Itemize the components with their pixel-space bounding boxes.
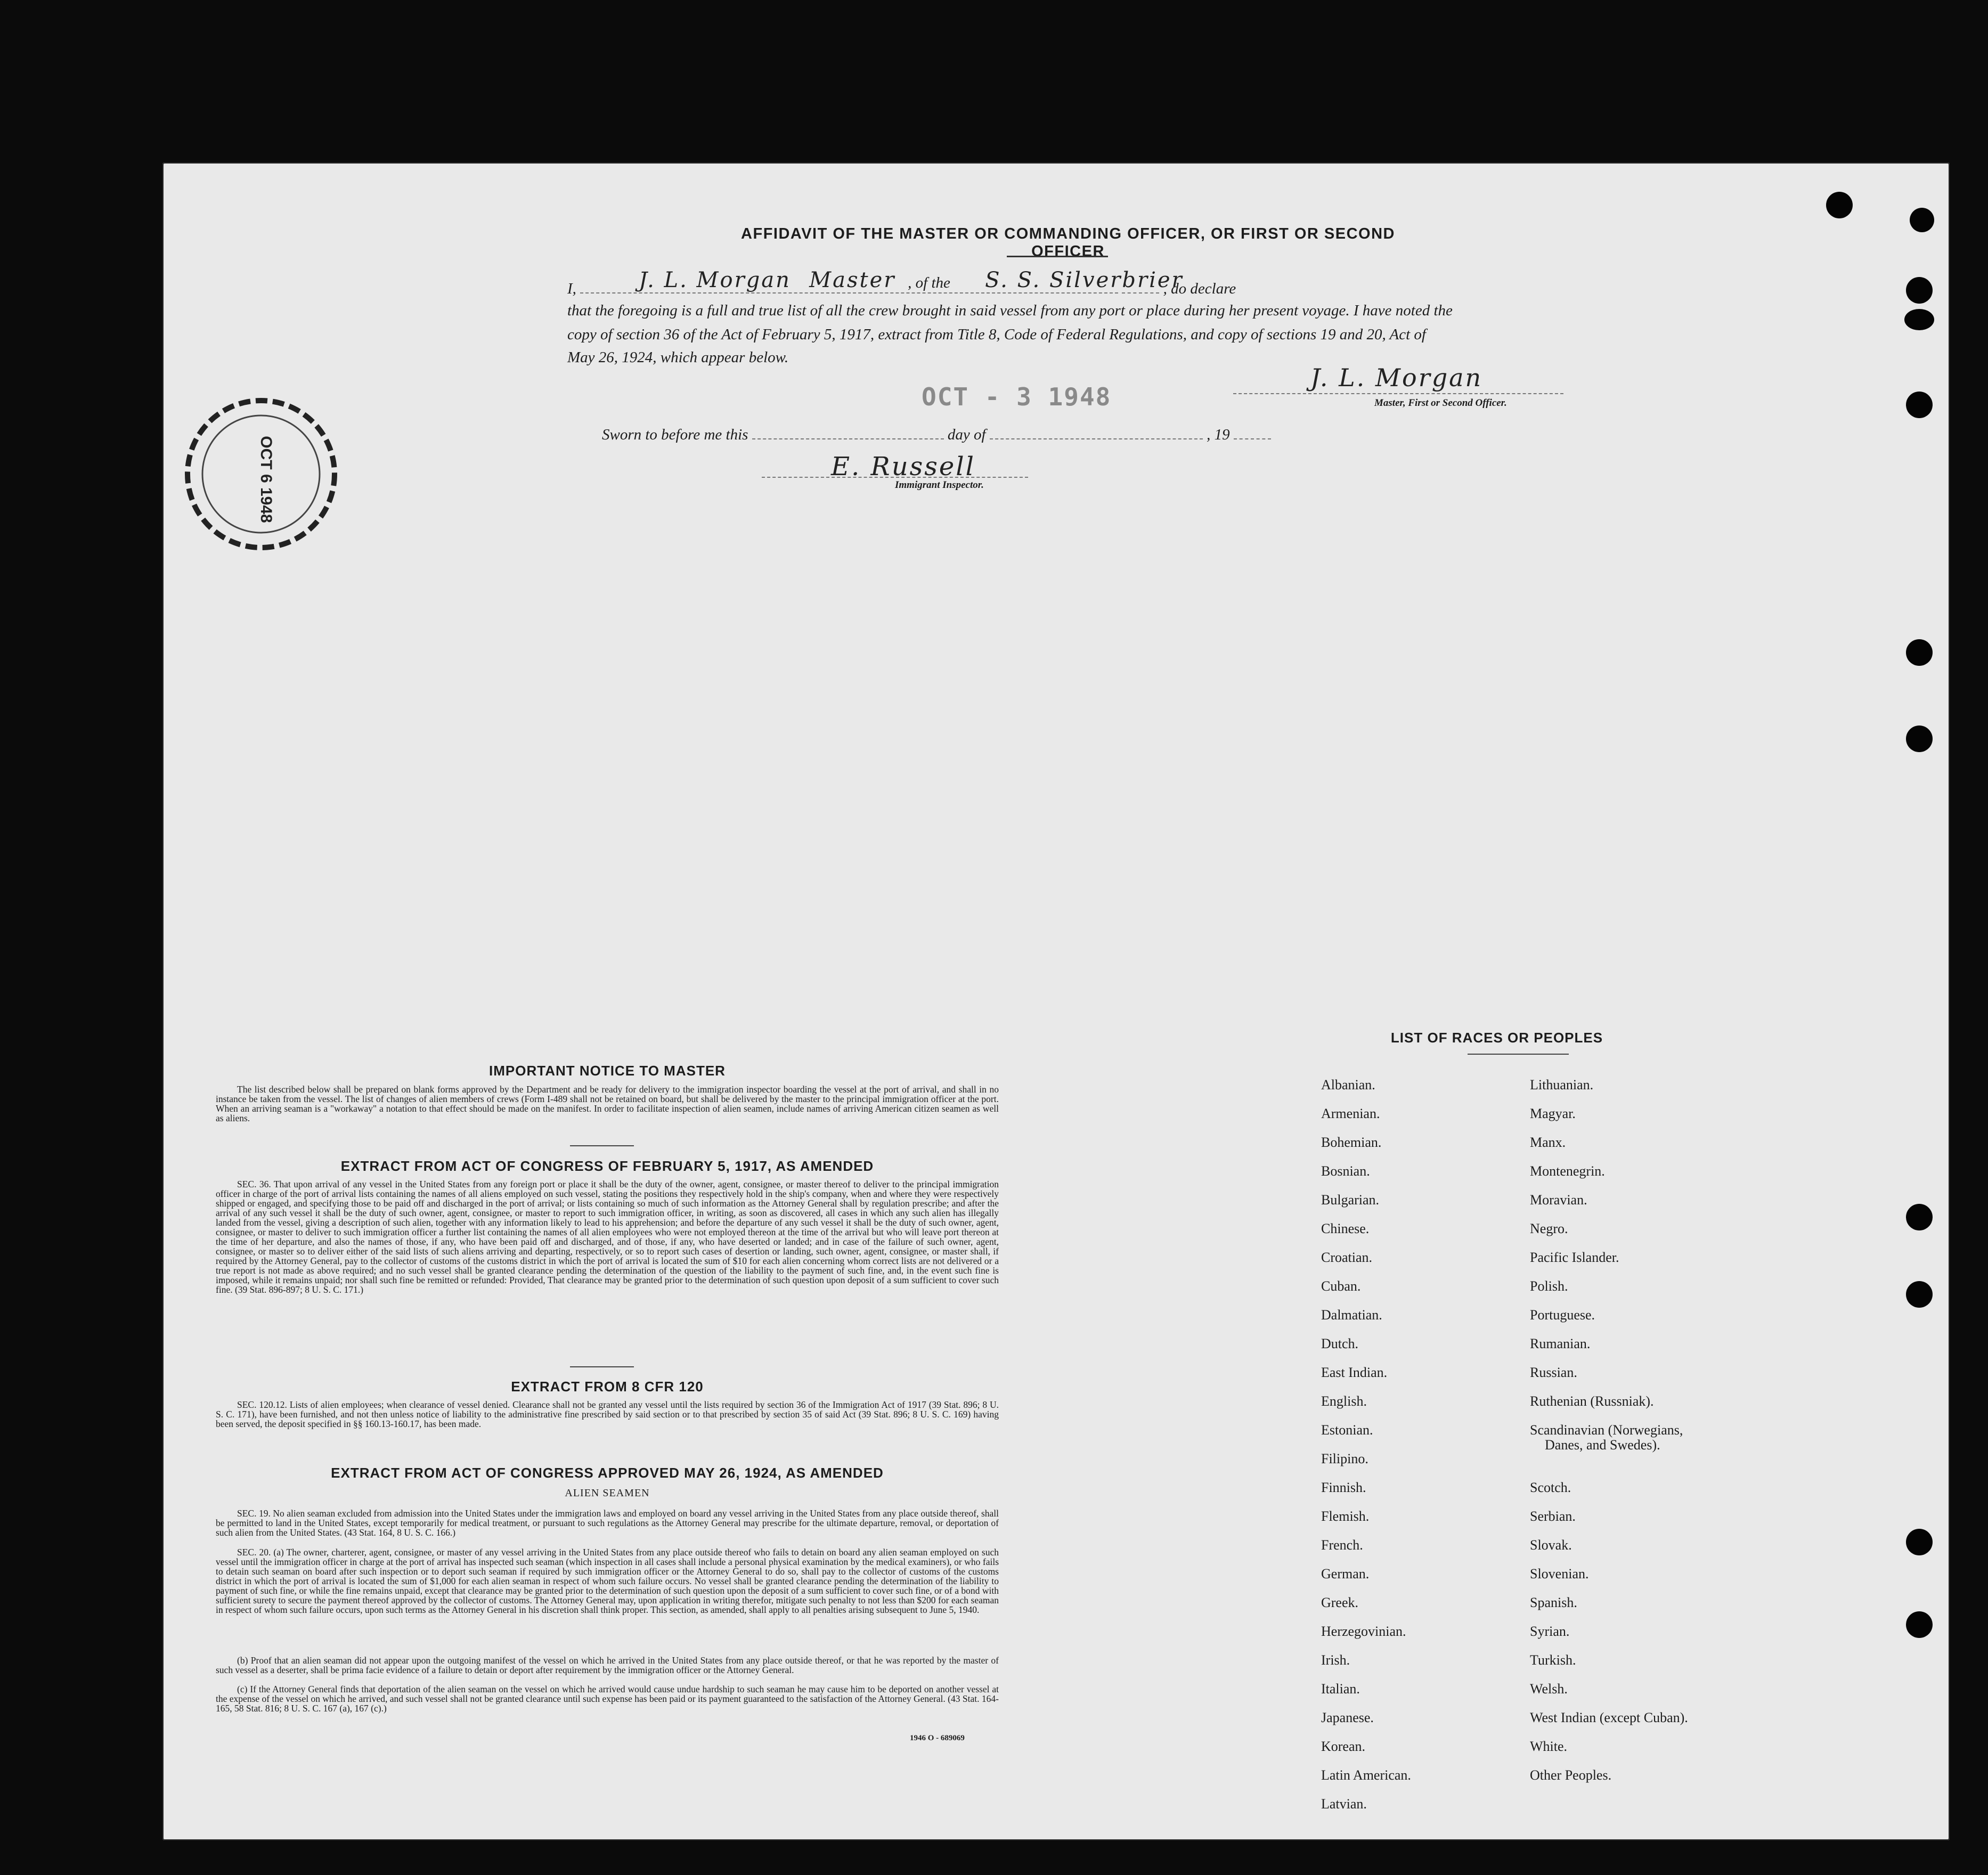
race-item: Danes, and Swedes). [1545,1437,1660,1453]
separator [570,1145,634,1146]
race-item: Irish. [1321,1652,1350,1668]
race-item: Bulgarian. [1321,1192,1380,1208]
punch-hole [1910,208,1934,232]
race-item: Serbian. [1530,1509,1576,1524]
race-item: Latvian. [1321,1796,1367,1812]
race-item: Scandinavian (Norwegians, [1530,1422,1683,1438]
race-item: Slovenian. [1530,1566,1589,1581]
master-name-handwritten: J. L. Morgan [639,268,791,292]
received-date-stamp: OCT - 3 1948 [922,382,1112,411]
sworn-day-line [752,423,944,439]
race-item: Manx. [1530,1135,1566,1150]
race-item: Greek. [1321,1595,1359,1610]
affidavit-title: AFFIDAVIT OF THE MASTER OR COMMANDING OFFICER, OR FIRST OR SECOND OFFICER [741,225,1395,260]
signature-line [1233,393,1563,394]
title-rule [1007,256,1108,257]
punch-hole [1906,1529,1933,1555]
race-item: English. [1321,1393,1367,1409]
punch-hole [1906,1204,1933,1230]
race-item: Ruthenian (Russniak). [1530,1393,1654,1409]
sworn-text: Sworn to before me this [602,426,748,443]
race-item: German. [1321,1566,1370,1581]
race-item: French. [1321,1537,1363,1553]
race-item: Italian. [1321,1681,1360,1697]
race-item: Cuban. [1321,1278,1361,1294]
race-item: Dutch. [1321,1336,1359,1351]
race-item: Welsh. [1530,1681,1568,1697]
race-item: Scotch. [1530,1480,1571,1495]
inspector-line [762,477,1028,478]
extract3-sec19: SEC. 19. No alien seaman excluded from admission into the United States under the immigration laws and employed on board any vessel arriving in the United States from any place outside thereof, shall be permitted to land in the United States, except temporarily for medical treatment, or pursuant to such regulations as the Attorney General may prescribe for the ultimate departure, removal, or deportation of such alien from the United States. (43 Stat. 164, 8 U. S. C. 166.) [216,1508,999,1538]
notice-title: IMPORTANT NOTICE TO MASTER [489,1063,726,1079]
port-entry-stamp [160,394,352,554]
declaration-line-3: copy of section 36 of the Act of February 5, 1917, extract from Title 8, Code of Federal Regulations, and copy of sections 19 and 20, Act of [567,326,1426,343]
extract3-sec20b: (b) Proof that an alien seaman did not appear upon the outgoing manifest of the vessel on which he arrived in the United States from any place outside thereof, or that he was reported by the master of such vessel as a deserter, shall be prima facie evidence of a failure to detain or deport after requirement by the immigration officer or the Attorney General. [216,1655,999,1675]
extract3-sec20c: (c) If the Attorney General finds that deportation of the alien seaman on the vessel on which he arrived would cause undue hardship to such seaman he may cause him to be deported on another vessel at the expense of the vessel on which he arrived, and such vessel shall not be granted clearance until such expense has been paid or its payment guaranteed to the satisfaction of the Attorney General. (43 Stat. 164-165, 58 Stat. 816; 8 U. S. C. 167 (a), 167 (c).) [216,1684,999,1714]
punch-hole [1904,309,1934,330]
race-item: Flemish. [1321,1509,1370,1524]
race-item: Korean. [1321,1739,1366,1754]
race-item: West Indian (except Cuban). [1530,1710,1688,1725]
extract2-body: SEC. 120.12. Lists of alien employees; when clearance of vessel denied. Clearance shall not be granted any vessel until the lists required by section 36 of the Immigration Act of 1917 (39 Stat. 896; 8 U. S. C. 171), have been furnished, and not then unless notice of liability to the administrative fine prescribed by said section or to that prescribed by section 35 of said Act (39 Stat. 896; 8 U. S. C. 169) having been served, the deposit specified in §§ 160.13-160.17, has been made. [216,1399,999,1429]
race-item: Magyar. [1530,1106,1576,1121]
stamp-date-text: OCT 6 1948 [257,436,275,523]
race-item: White. [1530,1739,1568,1754]
sworn-month-line [990,423,1203,439]
race-item: Polish. [1530,1278,1568,1294]
race-item: Dalmatian. [1321,1307,1382,1323]
race-item: Turkish. [1530,1652,1576,1668]
race-item: Spanish. [1530,1595,1577,1610]
punch-hole [1826,192,1853,218]
punch-hole [1906,639,1933,666]
sworn-year-line [1234,423,1271,439]
race-item: Rumanian. [1530,1336,1591,1351]
race-item: Filipino. [1321,1451,1368,1466]
extract3-title: EXTRACT FROM ACT OF CONGRESS APPROVED MAY 26, 1924, AS AMENDED [331,1465,884,1481]
declaration-line-4: May 26, 1924, which appear below. [567,349,789,366]
of-the-label: , of the [908,274,950,291]
race-item: Slovak. [1530,1537,1572,1553]
separator [570,1366,634,1367]
race-item: Bohemian. [1321,1135,1382,1150]
extract3-sec20a: SEC. 20. (a) The owner, charterer, agent, consignee, or master of any vessel arriving in the United States from any place outside thereof who fails to detain on board any alien seaman employed on such vessel until the immigration officer in charge at the port of arrival has inspected such seaman (which inspection in all cases shall include a personal physical examination by the medical examiners), or who fails to detain such seaman on board after such inspection or to deport such seaman if required by such immigration officer or the Attorney General to do so, shall pay to the collector of customs of the customs district in which the port of arrival is located the sum of $1,000 for each alien seaman in respect of whom such failure occurs. No vessel shall be granted clearance pending the determination of the liability to payment of such fine, or while the fine remains unpaid, except that clearance may be granted prior to the determination of such question upon the deposit of a sum sufficient to cover such fine, or of a bond with sufficient surety to secure the payment thereof approved by the collector of customs. The Attorney General may, upon application in writing therefor, mitigate such penalty to not less than $200 for each seaman in respect of whom such failure occurs, upon such terms as the Attorney General in his discretion shall think proper. This section, as amended, shall apply to all penalties arising subsequent to June 5, 1940. [216,1547,999,1615]
race-item: Herzegovinian. [1321,1624,1406,1639]
race-item: Pacific Islander. [1530,1250,1619,1265]
punch-hole [1906,1281,1933,1308]
race-item: Syrian. [1530,1624,1570,1639]
do-declare-label: , do declare [1163,280,1236,297]
signature-caption: Master, First or Second Officer. [1374,397,1507,409]
master-signature: J. L. Morgan [1310,363,1483,392]
punch-hole [1906,277,1933,304]
race-item: East Indian. [1321,1365,1388,1380]
extract3-subtitle: ALIEN SEAMEN [565,1487,650,1499]
declaration-line-2: that the foregoing is a full and true list of all the crew brought in said vessel from any port or place during her present voyage. I have noted the [567,302,1453,319]
race-item: Japanese. [1321,1710,1374,1725]
race-item: Armenian. [1321,1106,1380,1121]
sworn-line [602,423,1271,444]
race-item: Bosnian. [1321,1163,1370,1179]
race-item: Montenegrin. [1530,1163,1605,1179]
race-item: Portuguese. [1530,1307,1595,1323]
race-item: Latin American. [1321,1767,1411,1783]
declaration-line-1 [567,268,1236,298]
race-item: Russian. [1530,1365,1577,1380]
notice-body: The list described below shall be prepared on blank forms approved by the Department and be ready for delivery to the immigration inspector boarding the vessel at the port of arrival, and shall in no instance be taken from the vessel. The list of changes of alien members of crews (Form I-489 shall not be retained on board, but shall be delivered by the master to the principal immigration officer at the port. When an arriving seaman is a "workaway" a notation to that effect should be made on the manifest. In order to facilitate inspection of alien seamen, include names of arriving American citizen seamen as well as aliens. [216,1084,999,1123]
race-item: Negro. [1530,1221,1568,1236]
races-rule [1468,1054,1569,1055]
day-of-label: day of [947,426,986,443]
punch-hole [1906,392,1933,418]
inspector-signature: E. Russell [831,452,975,482]
extract2-title: EXTRACT FROM 8 CFR 120 [511,1379,704,1395]
declaration-fill-line [580,268,1184,294]
race-item: Chinese. [1321,1221,1370,1236]
stamp-ring-icon [160,394,352,554]
race-item: Albanian. [1321,1077,1375,1093]
print-code: 1946 O - 689069 [910,1734,965,1742]
i-label: I, [567,280,576,297]
race-item: Estonian. [1321,1422,1373,1438]
punch-hole [1906,725,1933,752]
punch-hole [1906,1611,1933,1638]
race-item: Croatian. [1321,1250,1373,1265]
race-item: Lithuanian. [1530,1077,1594,1093]
races-title: LIST OF RACES OR PEOPLES [1390,1030,1603,1046]
vessel-name-handwritten: S. S. Silverbrier [985,268,1184,292]
year-label: , 19 [1207,426,1230,443]
race-item: Other Peoples. [1530,1767,1612,1783]
race-item: Moravian. [1530,1192,1587,1208]
inspector-caption: Immigrant Inspector. [895,479,984,491]
extract1-title: EXTRACT FROM ACT OF CONGRESS OF FEBRUARY 5, 1917, AS AMENDED [340,1158,874,1174]
rank-handwritten: Master [809,268,896,292]
race-item: Finnish. [1321,1480,1366,1495]
extract1-body: SEC. 36. That upon arrival of any vessel in the United States from any foreign port or place it shall be the duty of the owner, agent, consignee, or master thereof to deliver to the principal immigration officer in charge of the port of arrival lists containing the names of all aliens employed on such vessel, stating the positions they respectively hold in the ship's company, when and where they were respectively shipped or engaged, and specifying those to be paid off and discharged in the port of arrival; or lists containing so much of such information as the Attorney General shall by regulation prescribe; and after the arrival of any such vessel it shall be the duty of such owner, agent, consignee, or master to report to such immigration officer, in writing, as soon as discovered, all cases in which any such alien has illegally landed from the vessel, giving a description of such alien, together with any information likely to lead to his apprehension; and before the departure of any such vessel it shall be the duty of such owner, agent, consignee, or master to deliver to such immigration officer a further list containing the names of all alien employees who were not employed thereon at the time of the arrival but who will leave port thereon at the time of her departure, and also the names of those, if any, who have been paid off and discharged, and of those, if any, who have deserted or landed; and in case of the failure of such owner, agent, consignee, or master so to deliver either of the said lists of such aliens arriving and departing, respectively, or so to report such cases of desertion or landing, such owner, agent, consignee, or master shall, if required by the Attorney General, pay to the collector of customs of the customs district in which the port of arrival is located the sum of $10 for each alien concerning whom correct lists are not delivered or a true report is not made as above required; and no such vessel shall be granted clearance pending the determination of the question of the liability to the payment of such fine, and, in the event such fine is imposed, while it remains unpaid; nor shall such fine be remitted or refunded: Provided, That clearance may be granted prior to the determination of such question upon deposit of a sum sufficient to cover such fine. (39 Stat. 896-897; 8 U. S. C. 171.) [216,1179,999,1295]
